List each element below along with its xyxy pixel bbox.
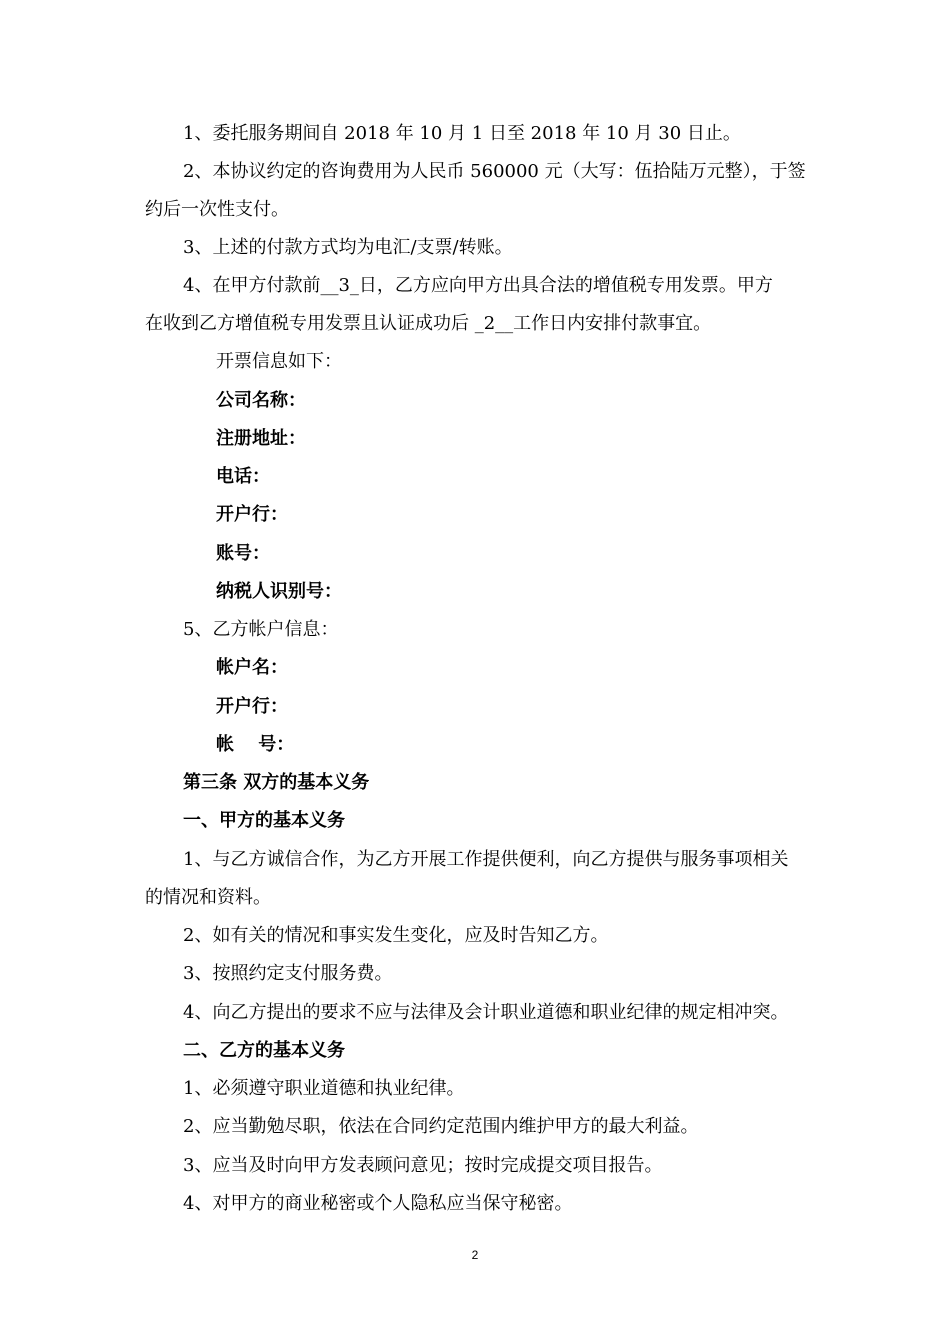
party-b-duty-2: 2、应当勤勉尽职，依法在合同约定范围内维护甲方的最大利益。 (183, 1116, 699, 1137)
invoice-bank-label: 开户行： (216, 504, 288, 525)
party-a-duty-4: 4、向乙方提出的要求不应与法律及会计职业道德和职业纪律的规定相冲突。 (183, 1002, 789, 1023)
clause-invoice: 4、在甲方付款前__3_日，乙方应向甲方出具合法的增值税专用发票。甲方 (183, 275, 773, 296)
invoice-tax-id-label: 纳税人识别号： (216, 581, 342, 602)
party-a-duty-3: 3、按照约定支付服务费。 (183, 963, 393, 984)
clause-account-info: 5、乙方帐户信息： (183, 619, 339, 640)
invoice-account-label: 账号： (216, 543, 270, 564)
clause-fee-continued: 约后一次性支付。 (145, 199, 289, 220)
party-b-duties-heading: 二、乙方的基本义务 (183, 1040, 345, 1061)
party-b-duty-3: 3、应当及时向甲方发表顾问意见；按时完成提交项目报告。 (183, 1155, 663, 1176)
party-b-duty-1: 1、必须遵守职业道德和执业纪律。 (183, 1078, 465, 1099)
article-three-heading: 第三条 双方的基本义务 (183, 772, 370, 793)
clause-service-period: 1、委托服务期间自 2018 年 10 月 1 日至 2018 年 10 月 30 日止。 (183, 123, 741, 144)
invoice-company-name-label: 公司名称： (216, 390, 306, 411)
party-a-duty-1: 1、与乙方诚信合作，为乙方开展工作提供便利，向乙方提供与服务事项相关 (183, 849, 789, 870)
invoice-info-heading: 开票信息如下： (216, 351, 342, 372)
page-number: 2 (471, 1248, 479, 1262)
party-a-duty-1-continued: 的情况和资料。 (145, 887, 271, 908)
clause-fee: 2、本协议约定的咨询费用为人民币 560000 元（大写：伍拾陆万元整），于签 (183, 161, 806, 182)
party-b-duty-4: 4、对甲方的商业秘密或个人隐私应当保守秘密。 (183, 1193, 573, 1214)
clause-invoice-continued: 在收到乙方增值税专用发票且认证成功后 _2__工作日内安排付款事宜。 (145, 313, 712, 334)
account-name-label: 帐户名： (216, 657, 288, 678)
account-bank-label: 开户行： (216, 696, 288, 717)
party-a-duty-2: 2、如有关的情况和事实发生变化，应及时告知乙方。 (183, 925, 609, 946)
invoice-address-label: 注册地址： (216, 428, 306, 449)
invoice-phone-label: 电话： (216, 466, 270, 487)
clause-payment-method: 3、上述的付款方式均为电汇/支票/转账。 (183, 237, 513, 258)
account-number-label: 帐 号： (216, 734, 295, 755)
party-a-duties-heading: 一、甲方的基本义务 (183, 810, 345, 831)
